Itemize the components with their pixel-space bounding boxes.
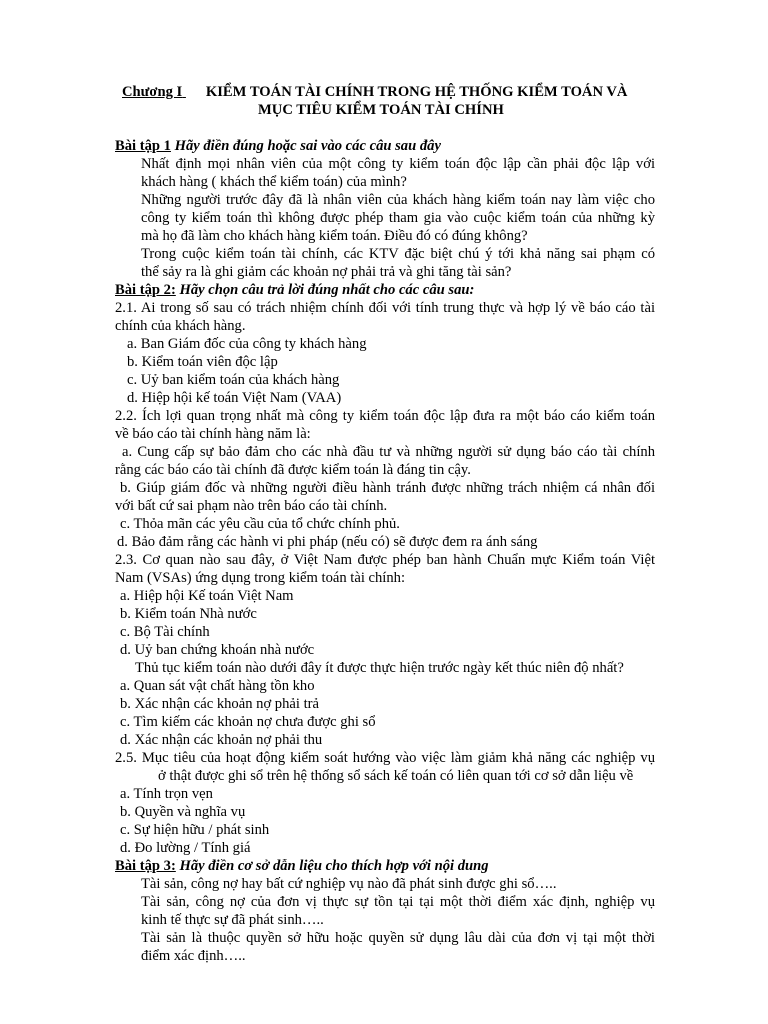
chapter-underline-gap — [182, 83, 202, 101]
option: d. Đo lường / Tính giá — [120, 840, 251, 856]
question-text: 2.3. Cơ quan nào sau đây, ở Việt Nam được phép ban hành Chuẩn mực Kiểm toán Việt — [115, 552, 655, 568]
exercise-1-label: Bài tập 1 — [115, 138, 171, 154]
exercise-2-heading — [115, 281, 474, 299]
ex3-line — [141, 893, 655, 911]
ex3-line — [141, 929, 655, 947]
ex1-line-text: Những người trước đây đã là nhân viên của khách hàng kiểm toán nay làm việc cho — [141, 192, 655, 208]
option: a. Hiệp hội Kế toán Việt Nam — [120, 588, 294, 604]
question-2-5 — [115, 749, 655, 767]
question-2-3 — [115, 551, 655, 569]
exercise-2-instruction: Hãy chọn câu trả lời đúng nhất cho các câu sau: — [179, 282, 475, 298]
ex3-line: điểm xác định….. — [141, 948, 246, 964]
option: d. Bảo đảm rằng các hành vi phi pháp (nếu có) sẽ được đem ra ánh sáng — [117, 534, 538, 550]
exercise-2-label: Bài tập 2: — [115, 282, 176, 298]
ex1-line — [141, 191, 655, 209]
option: c. Tìm kiếm các khoản nợ chưa được ghi sổ — [120, 714, 376, 730]
ex1-line — [141, 245, 655, 263]
question-text: 2.2. Ích lợi quan trọng nhất mà công ty kiểm toán độc lập đưa ra một báo cáo kiểm toán — [115, 408, 655, 424]
option-cont: rằng các báo cáo tài chính đã được kiểm toán là đáng tin cậy. — [115, 462, 471, 478]
option: b. Quyền và nghĩa vụ — [120, 804, 246, 820]
option: d. Xác nhận các khoản nợ phải thu — [120, 732, 323, 748]
ex1-line — [141, 155, 655, 173]
ex1-line: mà họ đã làm cho khách hàng kiểm toán. Điều đó có đúng không? — [141, 228, 528, 244]
question-2-3-cont: Nam (VSAs) ứng dụng trong kiểm toán tài chính: — [115, 570, 406, 586]
question-2-4: Thủ tục kiểm toán nào dưới đây ít được thực hiện trước ngày kết thúc niên độ nhất? — [135, 660, 624, 676]
ex1-line-text: Nhất định mọi nhân viên của một công ty kiểm toán độc lập cần phải độc lập với — [141, 156, 655, 172]
option: b. Kiểm toán viên độc lập — [127, 354, 278, 370]
ex3-line-text: Tài sản là thuộc quyền sở hữu hoặc quyền sử dụng lâu dài của đơn vị tại một thời — [141, 930, 655, 946]
question-2-1-cont: chính của khách hàng. — [115, 318, 246, 334]
option: a. Ban Giám đốc của công ty khách hàng — [127, 336, 367, 352]
question-2-5-cont: ở thật được ghi sổ trên hệ thống sổ sách kế toán có liên quan tới cơ sở dẫn liệu về — [158, 768, 634, 784]
exercise-3-instruction: Hãy điền cơ sở dẫn liệu cho thích hợp với nội dung — [179, 858, 489, 874]
exercise-3-label: Bài tập 3: — [115, 858, 176, 874]
option-cont: với bất cứ sai phạm nào trên báo cáo tài chính. — [115, 498, 388, 514]
option: d. Uỷ ban chứng khoán nhà nước — [120, 642, 315, 658]
chapter-label: Chương I — [122, 84, 183, 100]
option: c. Uỷ ban kiểm toán của khách hàng — [127, 372, 340, 388]
ex1-line-text: Trong cuộc kiểm toán tài chính, các KTV đặc biệt chú ý tới khả năng sai phạm có — [141, 246, 655, 262]
exercise-1-instruction: Hãy điền đúng hoặc sai vào các câu sau đây — [174, 138, 441, 154]
chapter-title-line1: KIỂM TOÁN TÀI CHÍNH TRONG HỆ THỐNG KIỂM TOÁN VÀ — [205, 84, 628, 100]
question-2-1 — [115, 299, 655, 317]
exercise-3-heading — [115, 857, 489, 875]
ex1-line: khách hàng ( khách thể kiểm toán) của mình? — [141, 174, 407, 190]
exercise-1-heading — [115, 137, 441, 155]
option — [120, 479, 655, 497]
question-text: 2.1. Ai trong số sau có trách nhiệm chính đối với tính trung thực và hợp lý về báo cáo tài — [115, 300, 655, 316]
ex3-line: kinh tế thực sự đã phát sinh….. — [141, 912, 324, 928]
ex1-line-text: công ty kiểm toán thì không được phép tham gia vào cuộc kiểm toán của những kỳ — [141, 210, 655, 226]
option: a. Tính trọn vẹn — [120, 786, 213, 802]
question-2-2 — [115, 407, 655, 425]
option: d. Hiệp hội kế toán Việt Nam (VAA) — [127, 390, 342, 406]
ex3-line: Tài sản, công nợ hay bất cứ nghiệp vụ nào đã phát sinh được ghi sổ….. — [141, 876, 557, 892]
option-text: b. Giúp giám đốc và những người điều hành tránh được những trách nhiệm cá nhân đối — [120, 480, 655, 496]
option: b. Kiểm toán Nhà nước — [120, 606, 257, 622]
option: c. Sự hiện hữu / phát sinh — [120, 822, 270, 838]
ex3-line-text: Tài sản, công nợ của đơn vị thực sự tồn tại tại một thời điểm xác định, nghiệp vụ — [141, 894, 655, 910]
ex1-line: thể sảy ra là ghi giảm các khoản nợ phải trả và ghi tăng tài sản? — [141, 264, 512, 280]
option: b. Xác nhận các khoản nợ phải trả — [120, 696, 319, 712]
option — [122, 443, 655, 461]
option-text: a. Cung cấp sự bảo đảm cho các nhà đầu tư và những người sử dụng báo cáo tài chính — [122, 444, 655, 460]
chapter-title-line2: MỤC TIÊU KIỂM TOÁN TÀI CHÍNH — [258, 102, 504, 118]
question-text: 2.5. Mục tiêu của hoạt động kiểm soát hướng vào việc làm giảm khả năng các nghiệp vụ — [115, 750, 655, 766]
chapter-heading — [122, 83, 627, 101]
option: c. Bộ Tài chính — [120, 624, 210, 640]
question-2-2-cont: về báo cáo tài chính hàng năm là: — [115, 426, 311, 442]
option: c. Thỏa mãn các yêu cầu của tổ chức chính phủ. — [120, 516, 400, 532]
option: a. Quan sát vật chất hàng tồn kho — [120, 678, 315, 694]
ex1-line — [141, 209, 655, 227]
